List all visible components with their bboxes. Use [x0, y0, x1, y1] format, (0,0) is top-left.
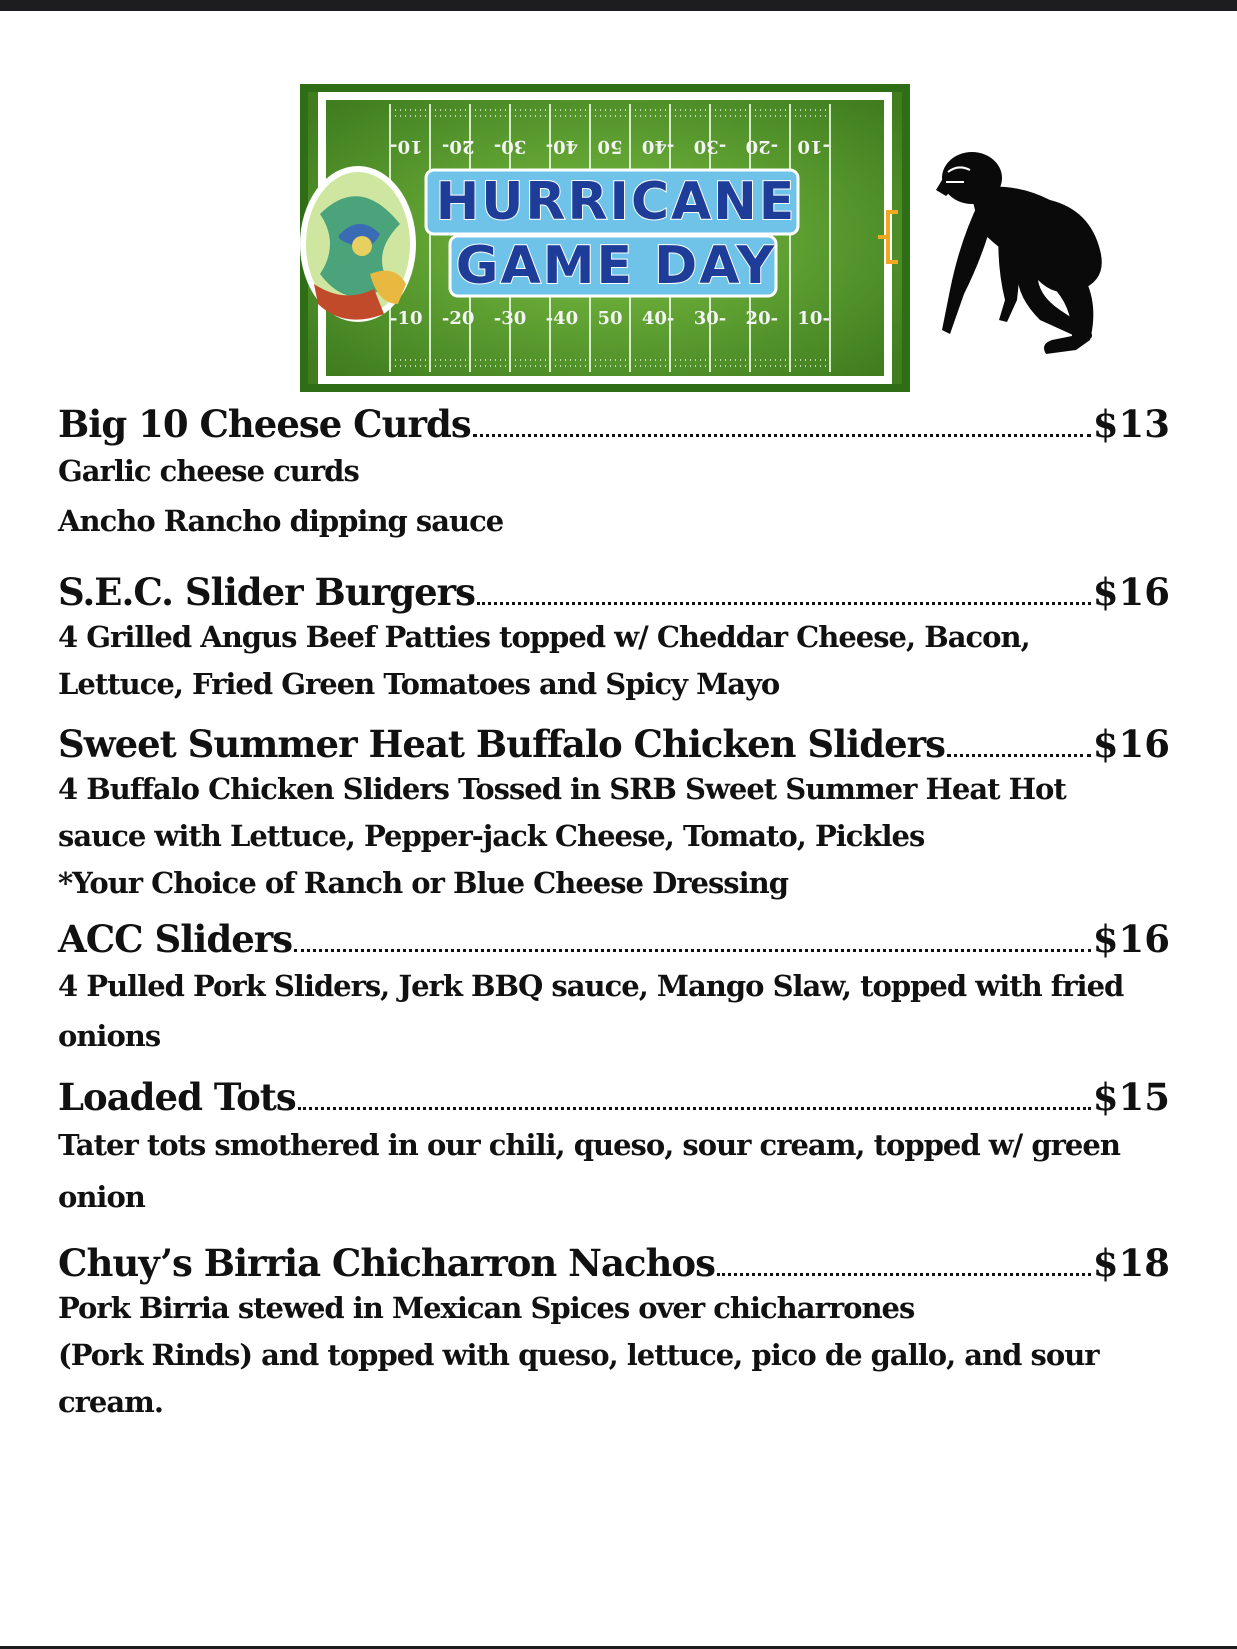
menu-item-description [58, 1285, 1170, 1426]
menu-item-price: $13 [1092, 402, 1170, 446]
yard-marker: 30- [493, 136, 527, 157]
dot-leader [947, 754, 1091, 757]
desc-line: 4 Grilled Angus Beef Patties topped w/ Cheddar Cheese, Bacon, [58, 620, 1030, 654]
yard-marker: -10 [797, 136, 830, 157]
menu-item [58, 1075, 1170, 1223]
yard-marker: -20 [441, 308, 475, 329]
yard-marker: 50 [597, 136, 623, 157]
menu-item-description [58, 614, 1170, 708]
desc-line: onions [58, 1019, 161, 1053]
yard-marker: 50 [597, 308, 623, 329]
menu-item-description [58, 446, 1170, 546]
menu-item-price: $18 [1092, 1241, 1170, 1285]
yard-marker: 30- [693, 308, 727, 329]
desc-line: *Your Choice of Ranch or Blue Cheese Dressing [58, 866, 788, 900]
yard-markers-bottom [390, 308, 830, 329]
desc-line: 4 Buffalo Chicken Sliders Tossed in SRB Sweet Summer Heat Hot [58, 772, 1066, 806]
menu-item [58, 1241, 1170, 1426]
yard-markers-top [390, 136, 830, 157]
desc-line: cream. [58, 1385, 163, 1419]
menu-item-price: $16 [1092, 917, 1170, 961]
banner-title-line1: HURRICANE [435, 172, 797, 232]
menu-item-name: Big 10 Cheese Curds [58, 402, 471, 446]
banner-title-line2: GAME DAY [455, 236, 777, 296]
menu-item-price: $15 [1092, 1075, 1170, 1119]
top-border [0, 0, 1237, 11]
dot-leader [294, 949, 1091, 952]
desc-line: Ancho Rancho dipping sauce [58, 504, 504, 538]
dot-leader [717, 1273, 1091, 1276]
desc-line: onion [58, 1180, 145, 1214]
menu-item-name: S.E.C. Slider Burgers [58, 570, 475, 614]
yard-marker: 10- [797, 308, 830, 329]
menu-item-name: ACC Sliders [58, 917, 293, 961]
menu-item-description [58, 961, 1170, 1061]
menu-list [58, 402, 1170, 1426]
yard-marker: -10 [390, 308, 423, 329]
menu-item [58, 402, 1170, 546]
dot-leader [473, 434, 1091, 437]
menu-item-description [58, 766, 1170, 907]
football-player-icon [930, 150, 1120, 360]
menu-item [58, 722, 1170, 907]
yard-marker: 10- [390, 136, 423, 157]
dot-leader [298, 1107, 1091, 1110]
yard-marker: -30 [493, 308, 527, 329]
menu-item [58, 917, 1170, 1061]
menu-item [58, 570, 1170, 708]
menu-item-name: Sweet Summer Heat Buffalo Chicken Sliders [58, 722, 945, 766]
desc-line: Pork Birria stewed in Mexican Spices over chicharrones [58, 1291, 915, 1325]
yard-marker: 40- [545, 136, 579, 157]
menu-item-price: $16 [1092, 570, 1170, 614]
menu-item-name: Chuy’s Birria Chicharron Nachos [58, 1241, 715, 1285]
yard-marker: 20- [441, 136, 475, 157]
menu-item-price: $16 [1092, 722, 1170, 766]
menu-item-name: Loaded Tots [58, 1075, 296, 1119]
desc-line: Garlic cheese curds [58, 454, 359, 488]
menu-item-description [58, 1119, 1170, 1223]
yard-marker: 40- [641, 308, 675, 329]
yard-marker: -20 [745, 136, 779, 157]
desc-line: (Pork Rinds) and topped with queso, lettuce, pico de gallo, and sour [58, 1338, 1099, 1372]
desc-line: Tater tots smothered in our chili, queso, sour cream, topped w/ green [58, 1128, 1120, 1162]
desc-line: sauce with Lettuce, Pepper-jack Cheese, Tomato, Pickles [58, 819, 925, 853]
dot-leader [477, 602, 1091, 605]
game-day-banner [300, 84, 910, 392]
yard-marker: -40 [545, 308, 579, 329]
yard-marker: -40 [641, 136, 675, 157]
desc-line: 4 Pulled Pork Sliders, Jerk BBQ sauce, Mango Slaw, topped with fried [58, 969, 1124, 1003]
yard-marker: -30 [693, 136, 727, 157]
yard-marker: 20- [745, 308, 779, 329]
desc-line: Lettuce, Fried Green Tomatoes and Spicy Mayo [58, 667, 780, 701]
logo-badge [300, 166, 416, 322]
